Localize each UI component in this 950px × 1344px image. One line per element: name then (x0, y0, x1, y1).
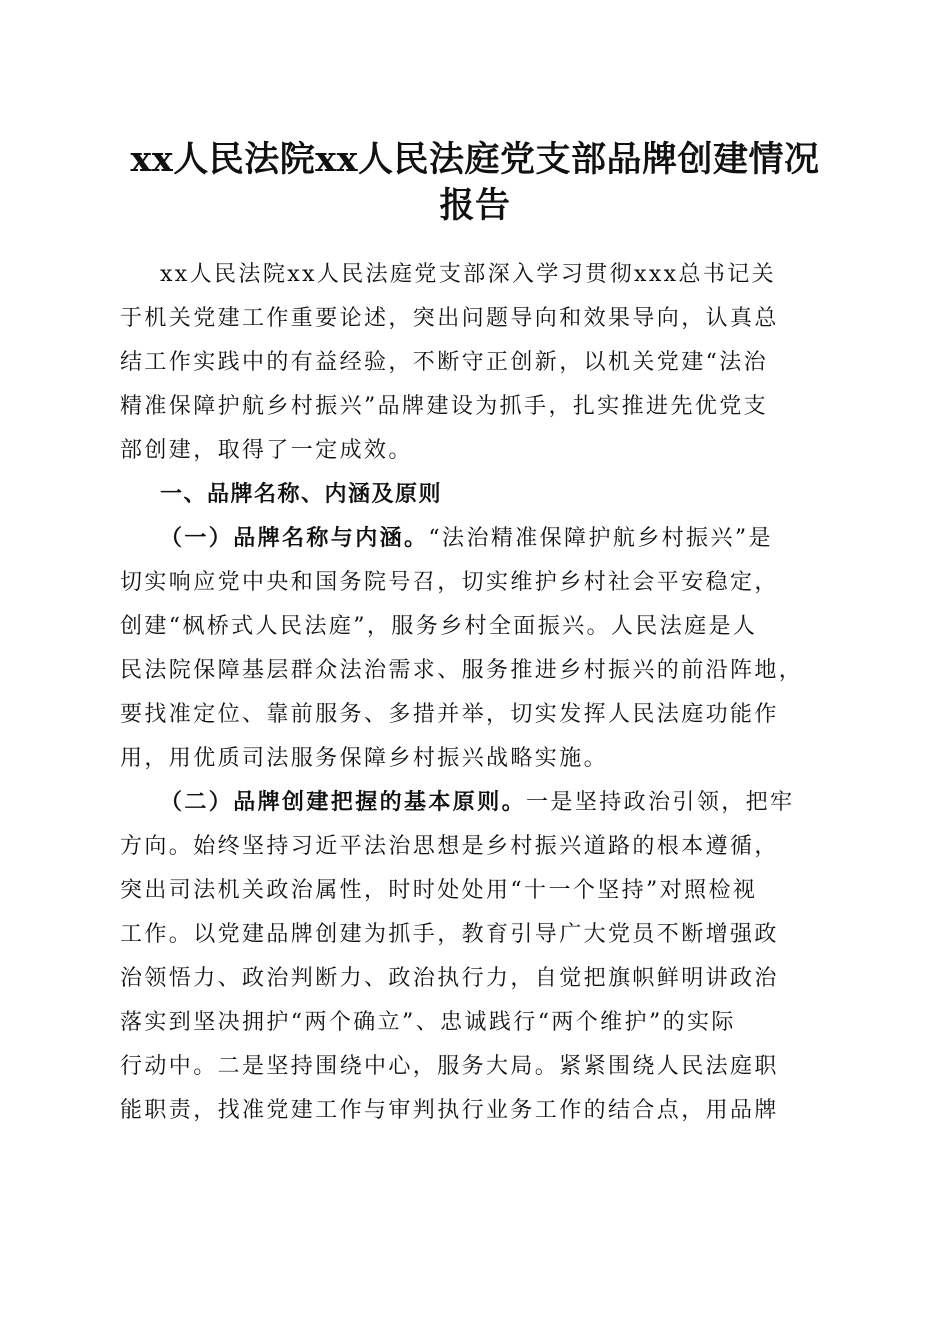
intro-line: 结工作实践中的有益经验，不断守正创新，以机关党建“法治 (120, 350, 769, 375)
subsection-1-line: 用，用优质司法服务保障乡村振兴战略实施。 (120, 746, 609, 771)
subsection-1-line: 民法院保障基层群众法治需求、服务推进乡村振兴的前沿阵地， (120, 658, 804, 683)
title-line-2: 报告 (439, 185, 511, 226)
intro-paragraph (120, 253, 830, 473)
section-1-heading: 一、品牌名称、内涵及原则 (160, 482, 443, 507)
document-body (120, 253, 830, 1133)
subsection-2-first-line (120, 781, 830, 825)
subsection-2-line: 行动中。二是坚持围绕中心，服务大局。紧紧围绕人民法庭职 (120, 1054, 779, 1079)
document-title (120, 137, 830, 229)
subsection-2-heading: （二）品牌创建把握的基本原则。 (160, 790, 527, 815)
subsection-1-first-text: “法治精准保障护航乡村振兴”是 (428, 526, 773, 551)
subsection-1-heading: （一）品牌名称与内涵。 (160, 526, 429, 551)
intro-line: 于机关党建工作重要论述，突出问题导向和效果导向，认真总 (120, 306, 779, 331)
subsection-1-paragraph (120, 517, 830, 781)
intro-line: 部创建，取得了一定成效。 (120, 438, 413, 463)
subsection-2-line: 工作。以党建品牌创建为抓手，教育引导广大党员不断增强政 (120, 922, 779, 947)
subsection-2-line: 方向。始终坚持习近平法治思想是乡村振兴道路的根本遵循， (120, 834, 779, 859)
subsection-1-first-line (120, 517, 830, 561)
subsection-2-line: 能职责，找准党建工作与审判执行业务工作的结合点，用品牌 (120, 1098, 779, 1123)
subsection-2-line: 突出司法机关政治属性，时时处处用“十一个坚持”对照检视 (120, 878, 758, 903)
intro-line: xx人民法院xx人民法庭党支部深入学习贯彻xxx总书记关 (160, 262, 777, 287)
subsection-2-paragraph (120, 781, 830, 1133)
intro-line: 精准保障护航乡村振兴”品牌建设为抓手，扎实推进先优党支 (120, 394, 769, 419)
title-line-1: xx人民法院xx人民法庭党支部品牌创建情况 (130, 139, 820, 180)
subsection-1-line: 要找准定位、靠前服务、多措并举，切实发挥人民法庭功能作 (120, 702, 779, 727)
subsection-1-line: 创建“枫桥式人民法庭”，服务乡村全面振兴。人民法庭是人 (120, 614, 758, 639)
subsection-1-line: 切实响应党中央和国务院号召，切实维护乡村社会平安稳定， (120, 570, 779, 595)
subsection-2-line: 落实到坚决拥护“两个确立”、忠诚践行“两个维护”的实际 (120, 1010, 736, 1035)
subsection-2-line: 治领悟力、政治判断力、政治执行力，自觉把旗帜鲜明讲政治 (120, 966, 779, 991)
subsection-2-first-text: 一是坚持政治引领，把牢 (526, 790, 795, 815)
